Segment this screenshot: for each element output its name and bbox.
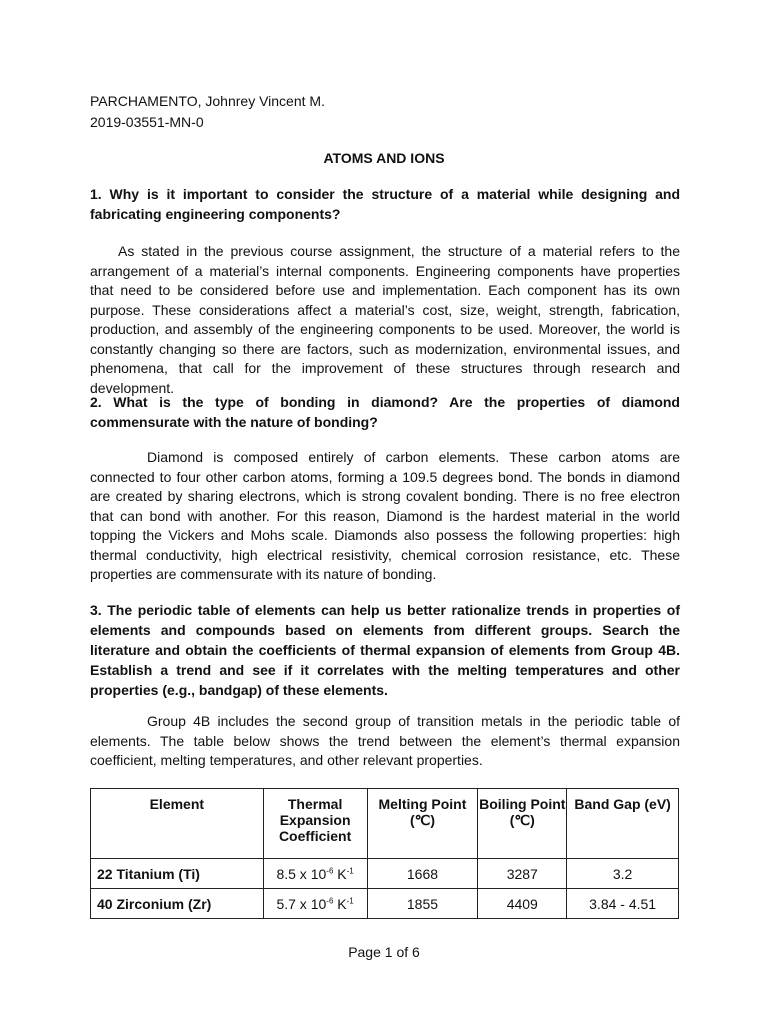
cell-thermal-coefficient: 5.7 x $10^{-6}$ $K^{-1}$	[263, 889, 367, 919]
properties-table	[90, 788, 679, 919]
author-name: PARCHAMENTO, Johnrey Vincent M.	[90, 93, 325, 109]
header-boiling-point: Boiling Point (℃)	[478, 789, 567, 859]
cell-thermal-coefficient: 8.5 x $10^{-6}$ $K^{-1}$	[263, 859, 367, 889]
cell-band-gap: 3.2	[567, 859, 679, 889]
document-title: ATOMS AND IONS	[323, 150, 445, 166]
page-number: Page 1 of 6	[348, 944, 420, 960]
header-melting-point: Melting Point (℃)	[367, 789, 478, 859]
answer-1: As stated in the previous course assignment, the structure of a material refers to the arrangement of a material’s internal components. Engineering components have properties that need to be considered before use and implementation. Each component has its own purpose. These considerations affect a material’s cost, size, weight, strength, fabrication, production, and assembly of the engineering components to be used. Moreover, the world is constantly changing so there are factors, such as modernization, environmental issues, and phenomena, that call for the improvement of these structures through research and development.	[90, 243, 680, 396]
table-row	[91, 859, 679, 889]
cell-band-gap: 3.84 - 4.51	[567, 889, 679, 919]
header-thermal-expansion: Thermal Expansion Coefficient	[263, 789, 367, 859]
question-2: 2. What is the type of bonding in diamond? Are the properties of diamond commensurate with the nature of bonding?	[90, 394, 680, 430]
header-band-gap: Band Gap (eV)	[567, 789, 679, 859]
answer-2: Diamond is composed entirely of carbon elements. These carbon atoms are connected to four other carbon atoms, forming a 109.5 degrees bond. The bonds in diamond are created by sharing electrons, which is strong covalent bonding. There is no free electron that can bond with another. For this reason, Diamond is the hardest material in the world topping the Vickers and Mohs scale. Diamonds also possess the following properties: high thermal conductivity, high electrical resistivity, chemical corrosion resistance, etc. These properties are commensurate with its nature of bonding.	[90, 449, 680, 582]
question-3: 3. The periodic table of elements can help us better rationalize trends in properties of elements and compounds based on elements from different groups. Search the literature and obtain the coefficients of thermal expansion of elements from Group 4B. Establish a trend and see if it correlates with the melting temperatures and other properties (e.g., bandgap) of these elements.	[90, 602, 680, 698]
cell-element: 22 Titanium (Ti)	[91, 859, 264, 889]
cell-melting-point: 1855	[367, 889, 478, 919]
table-header-row	[91, 789, 679, 859]
question-1: 1. Why is it important to consider the structure of a material while designing and fabricating engineering components?	[90, 186, 680, 222]
cell-melting-point: 1668	[367, 859, 478, 889]
cell-boiling-point: 4409	[478, 889, 567, 919]
header-element: Element	[91, 789, 264, 859]
table-row	[91, 889, 679, 919]
cell-boiling-point: 3287	[478, 859, 567, 889]
answer-3: Group 4B includes the second group of transition metals in the periodic table of elements. The table below shows the trend between the element’s thermal expansion coefficient, melting temperatures, and other relevant properties.	[90, 713, 680, 768]
cell-element: 40 Zirconium (Zr)	[91, 889, 264, 919]
student-id: 2019-03551-MN-0	[90, 114, 204, 130]
